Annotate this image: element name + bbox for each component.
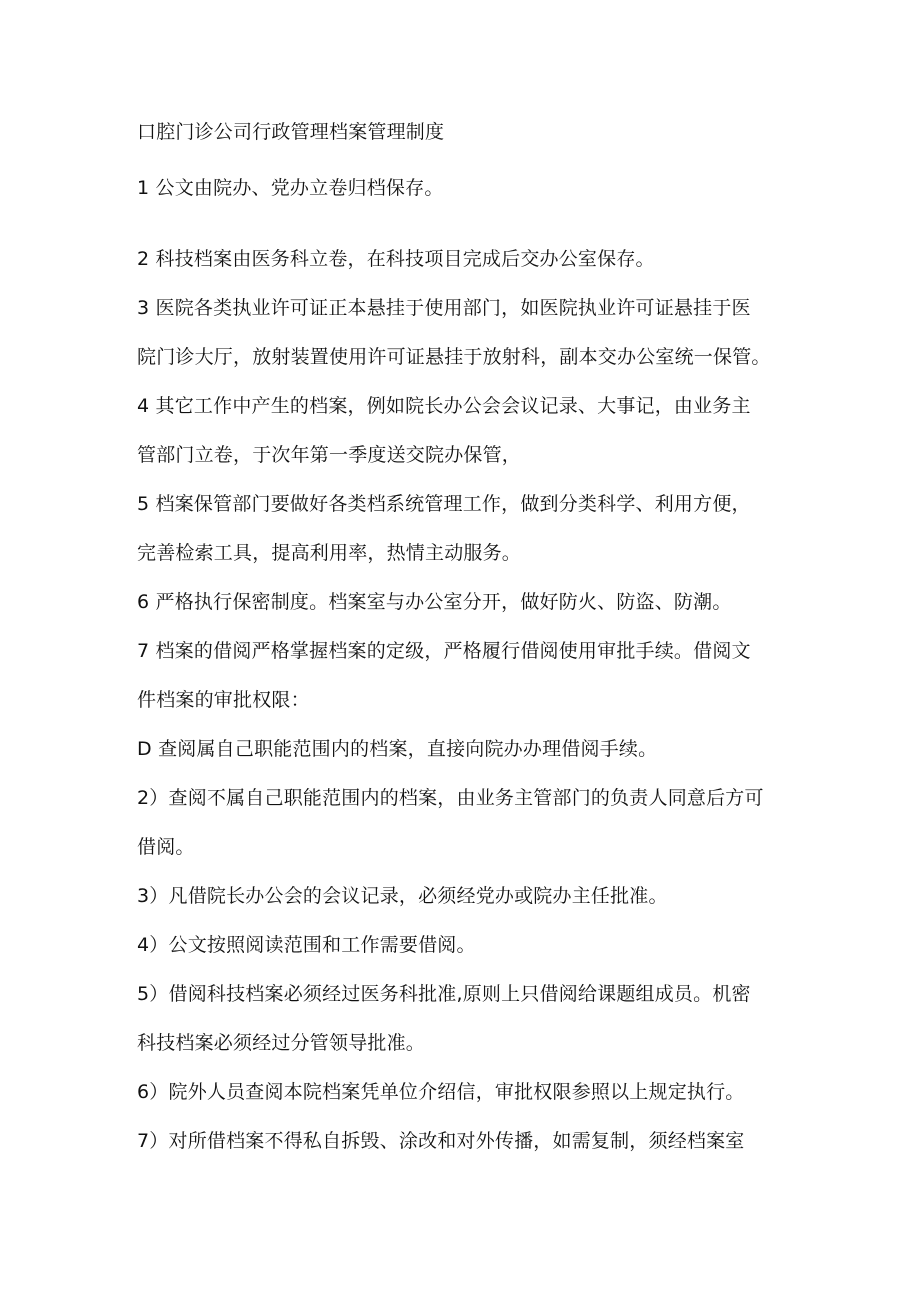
list-item-6: 6）院外人员查阅本院档案凭单位介绍信，审批权限参照以上规定执行。 [137,1081,745,1103]
paragraph-3-line-1: 3 医院各类执业许可证正本悬挂于使用部门，如医院执业许可证悬挂于医 [137,297,751,319]
list-item-4: 4）公文按照阅读范围和工作需要借阅。 [137,934,476,956]
paragraph-7-line-1: 7 档案的借阅严格掌握档案的定级，严格履行借阅使用审批手续。借阅文 [137,640,751,662]
paragraph-3-line-2: 院门诊大厅，放射装置使用许可证悬挂于放射科，副本交办公室统一保管。 [137,346,771,368]
paragraph-7-line-2: 件档案的审批权限： [137,689,310,711]
list-item-1: D 查阅属自己职能范围内的档案，直接向院办办理借阅手续。 [137,738,658,760]
list-item-3: 3）凡借院长办公会的会议记录，必须经党办或院办主任批准。 [137,885,668,907]
paragraph-6: 6 严格执行保密制度。档案室与办公室分开，做好防火、防盗、防潮。 [137,591,732,613]
list-item-2-line-1: 2）查阅不属自己职能范围内的档案，由业务主管部门的负责人同意后方可 [137,787,764,809]
paragraph-5-line-2: 完善检索工具，提高利用率，热情主动服务。 [137,542,522,564]
list-item-7-line-1: 7）对所借档案不得私自拆毁、涂改和对外传播，如需复制，须经档案室 [137,1130,745,1152]
paragraph-1: 1 公文由院办、党办立卷归档保存。 [137,177,444,199]
paragraph-2: 2 科技档案由医务科立卷，在科技项目完成后交办公室保存。 [137,248,655,270]
list-item-5-line-1: 5）借阅科技档案必须经过医务科批准,原则上只借阅给课题组成员。机密 [137,983,751,1005]
paragraph-5-line-1: 5 档案保管部门要做好各类档系统管理工作，做到分类科学、利用方便， [137,493,751,515]
paragraph-4-line-2: 管部门立卷，于次年第一季度送交院办保管， [137,444,522,466]
document-title: 口腔门诊公司行政管理档案管理制度 [137,121,445,143]
list-item-2-line-2: 借阅。 [137,836,195,858]
paragraph-4-line-1: 4 其它工作中产生的档案，例如院长办公会会议记录、大事记，由业务主 [137,395,751,417]
list-item-5-line-2: 科技档案必须经过分管领导批准。 [137,1032,426,1054]
